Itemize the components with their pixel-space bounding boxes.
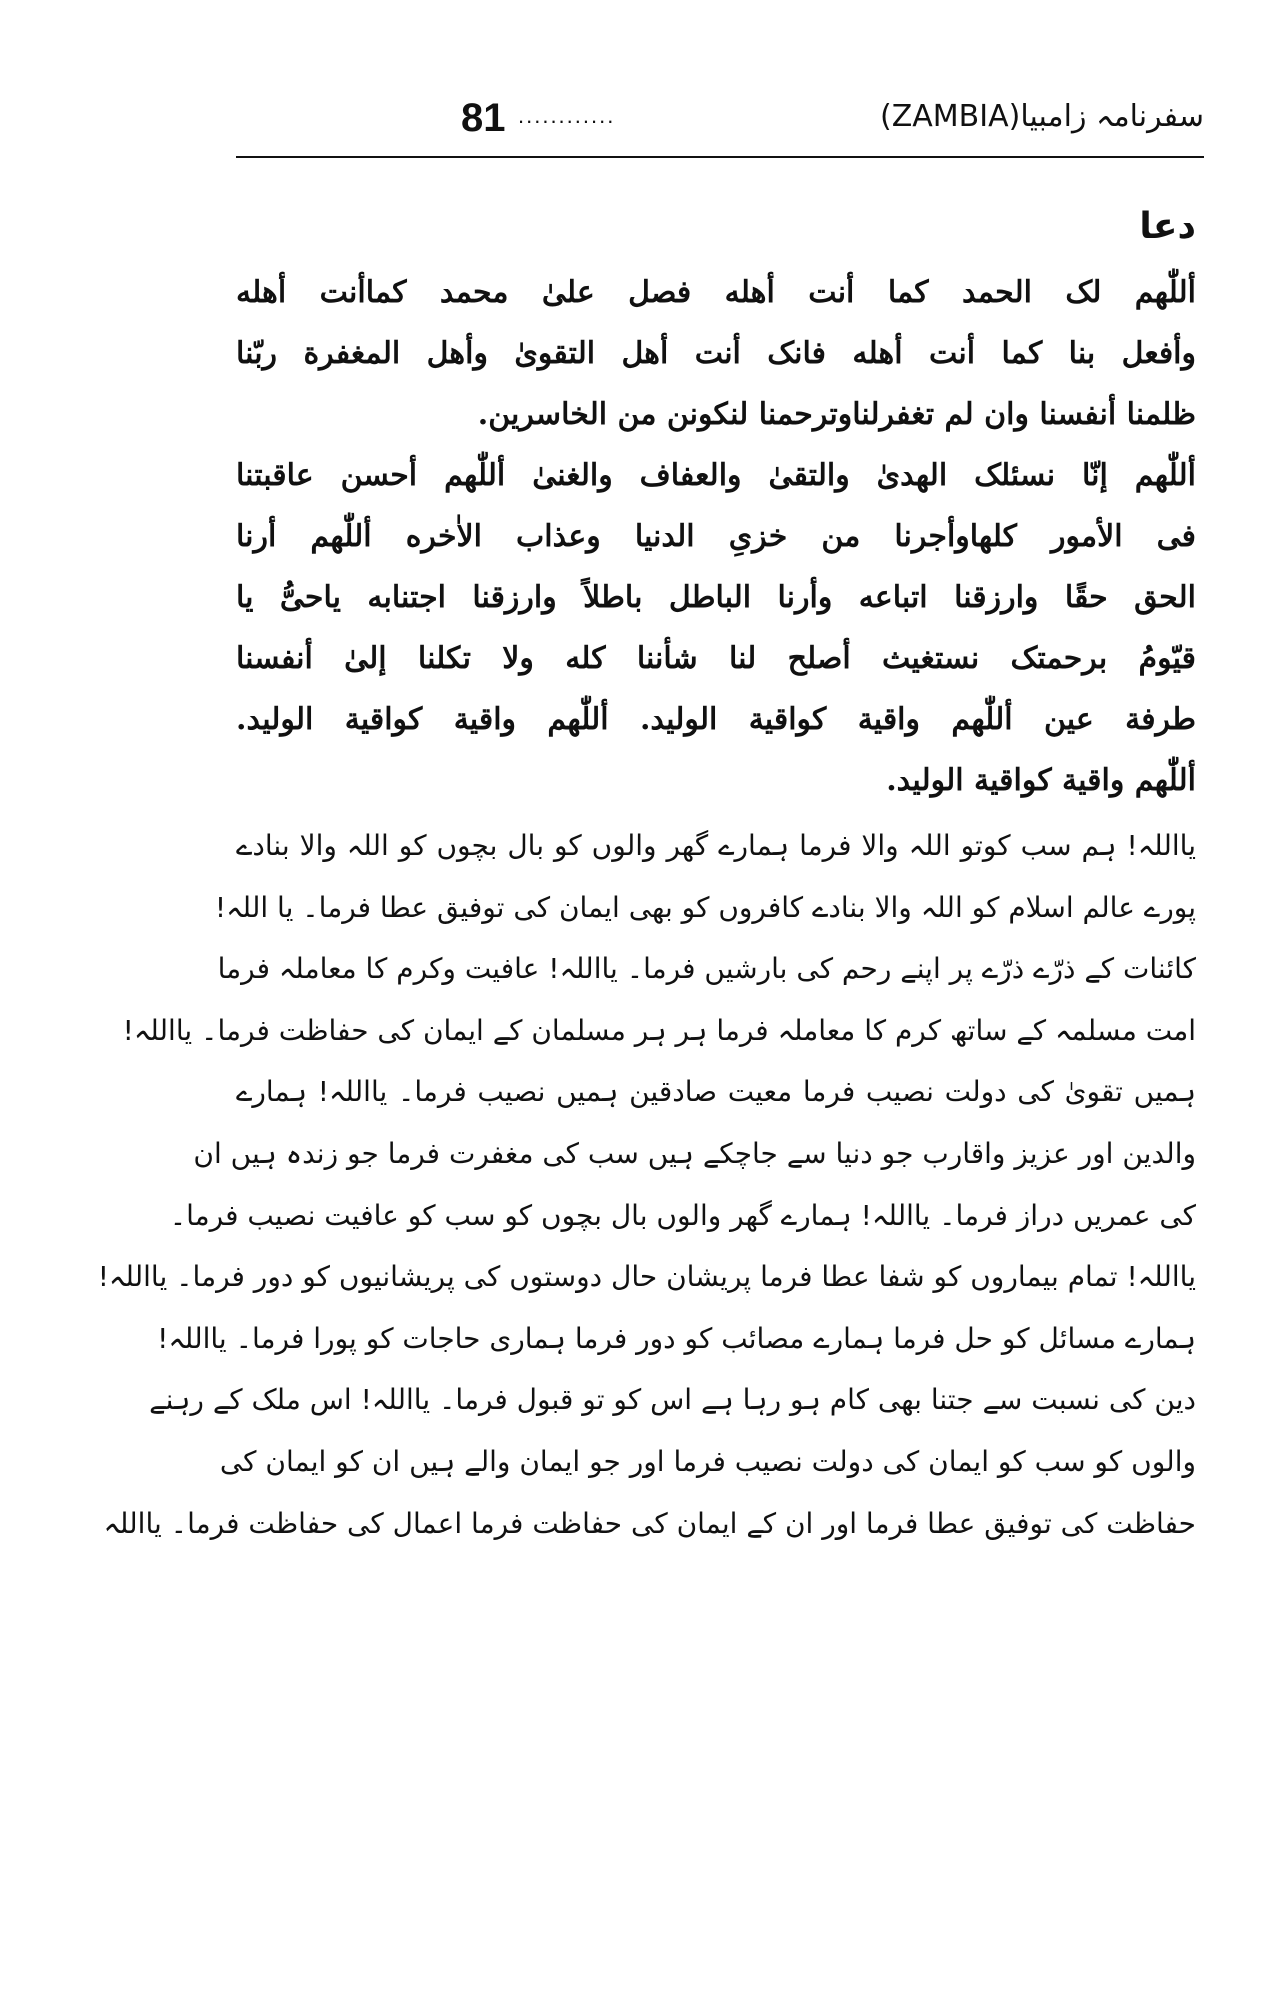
- arabic-line: ظلمنا أنفسنا وان لم تغفرلناوترحمنا لنكونن من الخاسرين.: [477, 397, 1196, 432]
- header-rule: [236, 156, 1204, 158]
- urdu-line: پورے عالم اسلام کو اللہ والا بنادے کافروں کو بھی ایمان کی توفیق عطا فرما۔ یا اللہ!: [214, 890, 1196, 924]
- arabic-line: أللّٰهم إنّا نسئلک الهدىٰ والتقىٰ والعفاف والغنىٰ أللّٰهم أحسن عاقبتنا: [236, 458, 1196, 493]
- page-header: [236, 92, 1204, 152]
- urdu-dua-block: [97, 815, 1196, 1554]
- page-body: [97, 196, 1196, 1554]
- urdu-line: امت مسلمہ کے ساتھ کرم کا معاملہ فرما ہر ہر مسلمان کے ایمان کی حفاظت فرما۔ یااللہ!: [122, 1013, 1196, 1047]
- urdu-line: یااللہ! ہم سب کوتو اللہ والا فرما ہمارے گھر والوں کو بال بچوں کو اللہ والا بنادے: [236, 829, 1196, 862]
- arabic-dua-block: [236, 262, 1196, 811]
- urdu-line: یااللہ! تمام بیماروں کو شفا عطا فرما پریشان حال دوستوں کی پریشانیوں کو دور فرما۔ یااللہ!: [97, 1260, 1196, 1294]
- arabic-line: قيّومُ برحمتک نستغيث أصلح لنا شأننا كله ولا تكلنا إلىٰ أنفسنا: [236, 641, 1196, 676]
- arabic-line: أللّٰهم واقية كواقية الوليد.: [886, 763, 1196, 798]
- urdu-line: ہمیں تقویٰ کی دولت نصیب فرما معیت صادقین ہمیں نصیب فرما۔ یااللہ! ہمارے: [236, 1075, 1196, 1109]
- arabic-line: فى الأمور كلهاوأجرنا من خزىِ الدنيا وعذاب الاٰخره أللّٰهم أرنا: [236, 519, 1196, 554]
- arabic-line: طرفة عين أللّٰهم واقية كواقية الوليد. أللّٰهم واقية كواقية الوليد.: [236, 702, 1196, 737]
- running-title: سفرنامہ زامبیا(ZAMBIA): [879, 99, 1204, 134]
- section-heading: دعا: [1139, 206, 1196, 247]
- urdu-line: کی عمریں دراز فرما۔ یااللہ! ہمارے گھر والوں بال بچوں کو سب کو عافیت نصیب فرما۔: [169, 1198, 1196, 1232]
- urdu-line: دین کی نسبت سے جتنا بھی کام ہو رہا ہے اس کو تو قبول فرما۔ یااللہ! اس ملک کے رہنے: [149, 1383, 1196, 1417]
- urdu-line: والوں کو سب کو ایمان کی دولت نصیب فرما اور جو ایمان والے ہیں ان کو ایمان کی: [219, 1444, 1196, 1478]
- urdu-line: والدین اور عزیز واقارب جو دنیا سے جاچکے ہیں سب کی مغفرت فرما جو زندہ ہیں ان: [193, 1136, 1196, 1170]
- urdu-line: حفاظت کی توفیق عطا فرما اور ان کے ایمان کی حفاظت فرما اعمال کی حفاظت فرما۔ یااللہ: [103, 1506, 1196, 1540]
- header-dot-leader: ............: [518, 103, 616, 128]
- urdu-line: کائنات کے ذرّے ذرّے پر اپنے رحم کی بارشیں فرما۔ یااللہ! عافیت وکرم کا معاملہ فرما: [217, 952, 1196, 986]
- urdu-line: ہمارے مسائل کو حل فرما ہمارے مصائب کو دور فرما ہماری حاجات کو پورا فرما۔ یااللہ!: [157, 1321, 1196, 1355]
- arabic-line: أللّٰهم لک الحمد كما أنت أهله فصل علىٰ محمد كماأنت أهله: [236, 275, 1196, 310]
- page-number: 81: [461, 96, 506, 140]
- arabic-line: الحق حقًا وارزقنا اتباعه وأرنا الباطل باطلاً وارزقنا اجتنابه ياحىُّ يا: [236, 580, 1196, 615]
- arabic-line: وأفعل بنا كما أنت أهله فانک أنت أهل التقوىٰ وأهل المغفرة ربّنا: [236, 336, 1196, 371]
